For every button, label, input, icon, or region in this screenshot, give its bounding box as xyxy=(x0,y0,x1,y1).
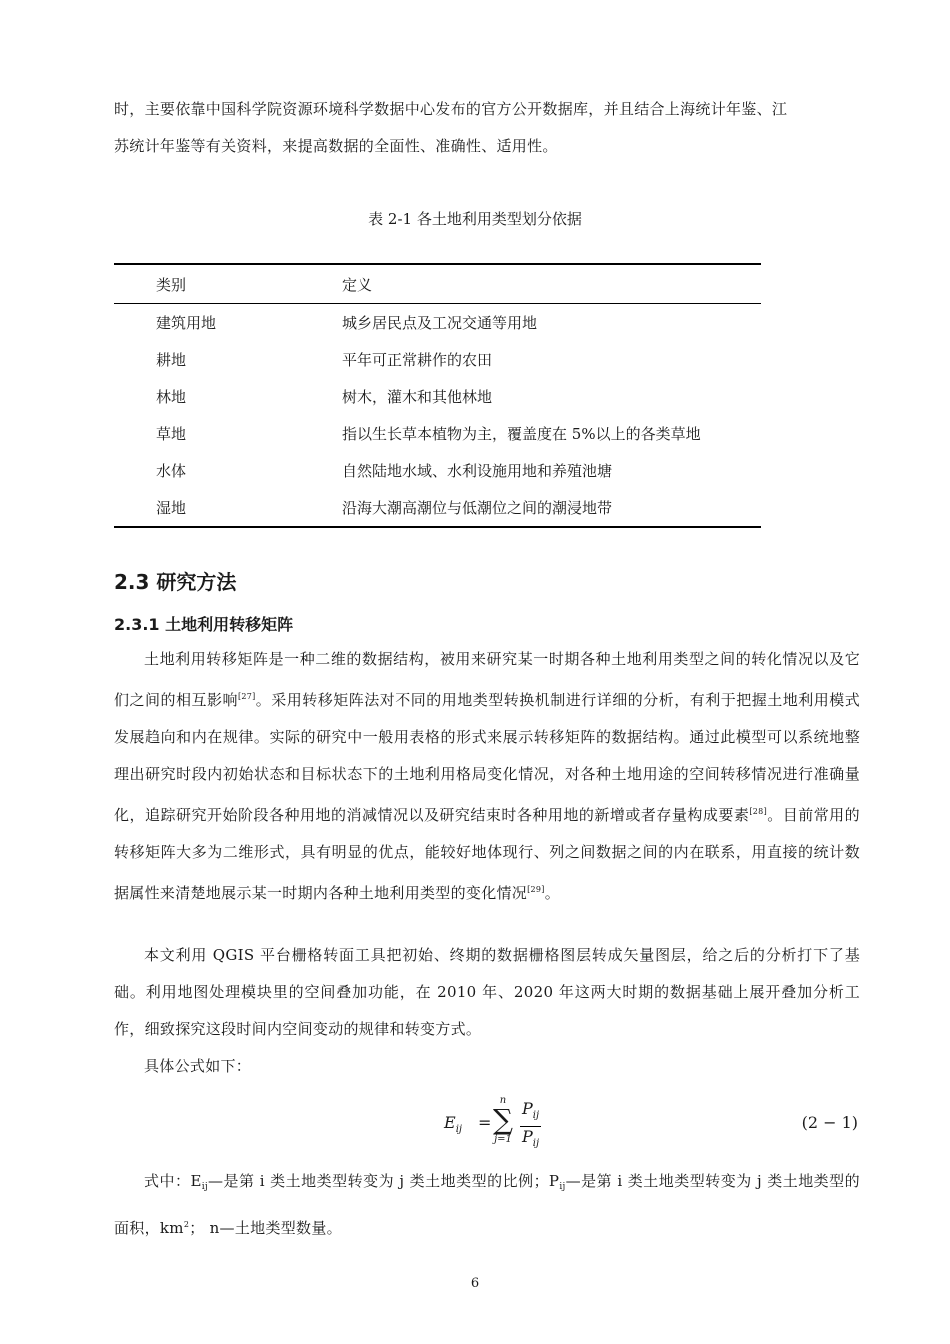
table-row xyxy=(114,452,761,489)
section-heading: 2.3 研究方法 xyxy=(114,570,237,594)
row-category: 建筑用地 xyxy=(156,314,217,332)
paragraph-formula-legend: 式中：$E_{ij}—$是第 i 类土地类型转变为 j 类土地类型的比例；$P_{ij}—$是第 i 类土地类型转变为 j 类土地类型的面积，km$^2$； n—土地类型数量。 xyxy=(114,1172,860,1237)
table-row xyxy=(114,304,761,342)
paragraph-text: 土地利用转移矩阵是一种二维的数据结构，被用来研究某一时期各种土地利用类型之间的转化情况以及它们之间的相互影响 xyxy=(114,650,860,709)
table-row xyxy=(114,341,761,378)
header-definition: 定义 xyxy=(342,264,761,304)
row-category: 林地 xyxy=(156,388,187,406)
header-category: 类别 xyxy=(114,264,342,304)
row-definition: 指以生长草本植物为主，覆盖度在 5%以上的各类草地 xyxy=(342,425,701,443)
paragraph-text: 。采用转移矩阵法对不同的用地类型转换机制进行详细的分析，有利于把握土地利用模式发展趋向和内在规律。实际的研究中一般用表格的形式来展示转移矩阵的数据结构。通过此模型可以系统地整理出研究时段内初始状态和目标状态下的土地利用格局变化情况，对各种土地用途的空间转移情况进行准确量化，追踪研究开始阶段各种用地的消减情况以及研究结束时各种用地的新增或者存量构成要素 xyxy=(114,691,860,824)
row-definition: 自然陆地水域、水利设施用地和养殖池塘 xyxy=(342,462,613,480)
formula-lhs: $E_{ij}$ xyxy=(444,1113,462,1136)
paragraph-qgis: 本文利用 QGIS 平台栅格转面工具把初始、终期的数据栅格图层转成矢量图层，给之后的分析打下了基础。利用地图处理模块里的空间叠加功能，在 2010 年、2020 年这两大时期的数据基础上展开叠加分析工作，细致探究这段时间内空间变动的规律和转变方式。 xyxy=(114,946,860,1038)
intro-line-2: 苏统计年鉴等有关资料，来提高数据的全面性、准确性、适用性。 xyxy=(114,137,558,155)
equation-number: (2 − 1) xyxy=(801,1113,858,1132)
row-definition: 平年可正常耕作的农田 xyxy=(342,351,493,369)
page-number: 6 xyxy=(470,1276,480,1291)
land-use-table xyxy=(114,263,761,528)
paragraph-text: 。目前常用的转移矩阵大多为二维形式，具有明显的优点，能较好地体现行、列之间数据之间的内在联系，用直接的统计数据属性来清楚地展示某一时期内各种土地利用类型的变化情况 xyxy=(114,806,860,902)
row-definition: 沿海大潮高潮位与低潮位之间的潮浸地带 xyxy=(342,489,761,527)
row-definition: 城乡居民点及工况交通等用地 xyxy=(342,314,538,332)
formula-equals: = xyxy=(478,1113,492,1132)
row-category: 耕地 xyxy=(156,351,187,369)
row-category: 草地 xyxy=(156,425,187,443)
subsection-heading: 2.3.1 土地利用转移矩阵 xyxy=(114,615,294,634)
citation: [28] xyxy=(749,807,767,816)
row-definition: 树木，灌木和其他林地 xyxy=(342,388,493,406)
intro-line-1: 时，主要依靠中国科学院资源环境科学数据中心发布的官方公开数据库，并且结合上海统计年鉴、江 xyxy=(114,100,788,118)
paragraph-formula-intro: 具体公式如下： xyxy=(144,1057,252,1075)
summation-symbol: n ∑ j=1 xyxy=(493,1095,513,1145)
formula-fraction: $P_{ij}$ $P_{ij}$ xyxy=(522,1099,540,1150)
paragraph-transfer-matrix xyxy=(114,641,860,912)
citation: [29] xyxy=(527,885,545,894)
table-row xyxy=(114,378,761,415)
row-category: 湿地 xyxy=(114,489,342,527)
intro-paragraph xyxy=(114,91,860,165)
table-row xyxy=(114,489,761,527)
citation: [27] xyxy=(237,692,256,701)
table-header-row xyxy=(114,264,761,304)
row-category: 水体 xyxy=(156,462,187,480)
paragraph-text: 。 xyxy=(544,884,561,902)
table-row xyxy=(114,415,761,452)
table-caption: 表 2-1 各土地利用类型划分依据 xyxy=(368,210,582,228)
